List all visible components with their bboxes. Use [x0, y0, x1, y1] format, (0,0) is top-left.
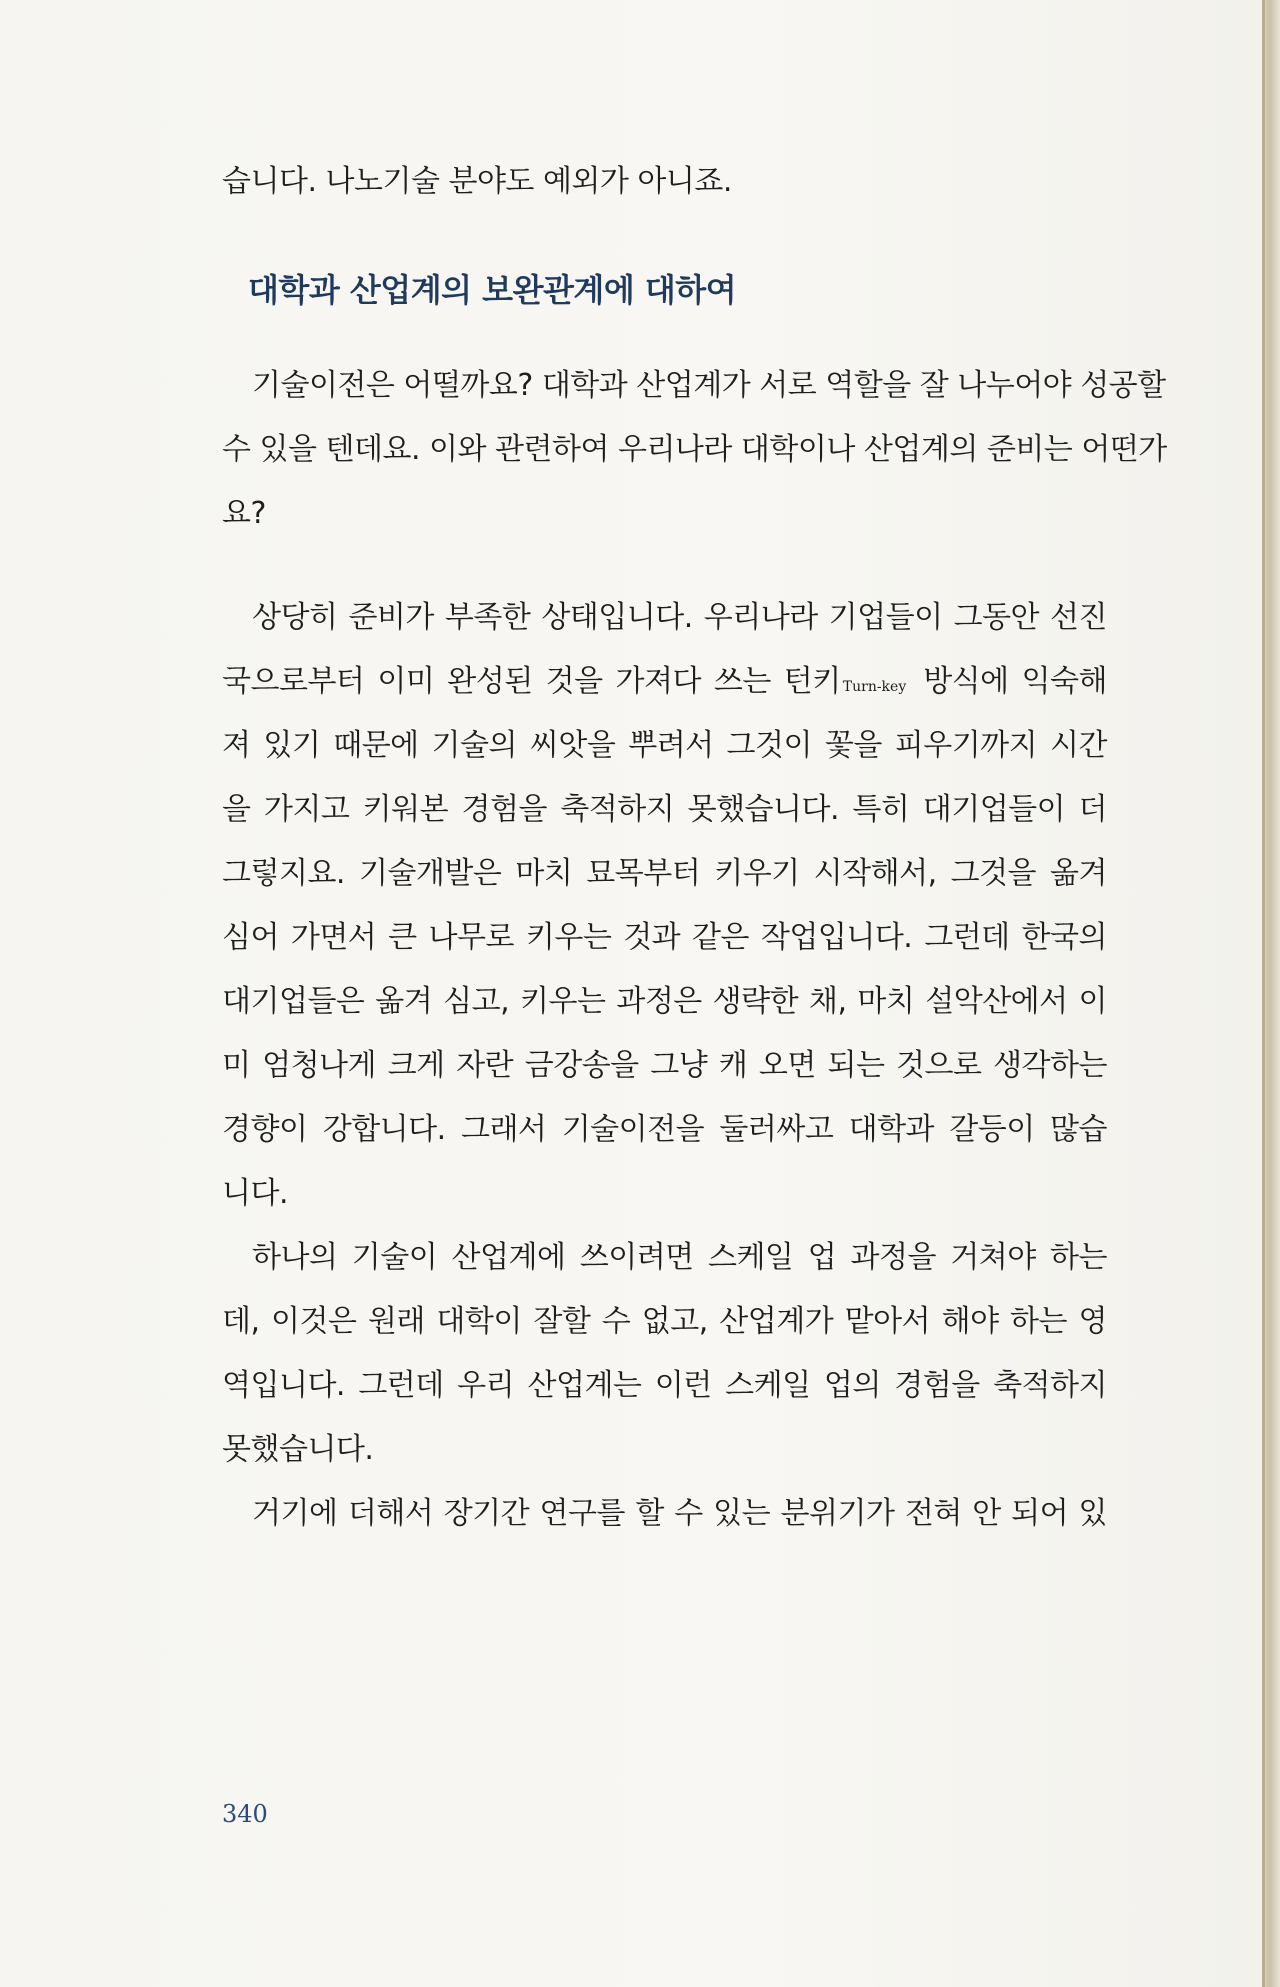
answer-1-line-7: 대기업들은 옮겨 심고, 키우는 과정은 생략한 채, 마치 설악산에서 이 [222, 984, 1107, 1019]
answer-1-line-8: 미 엄청나게 크게 자란 금강송을 그냥 캐 오면 되는 것으로 생각하는 [222, 1048, 1107, 1083]
answer-1-line-5: 그렇지요. 기술개발은 마치 묘목부터 키우기 시작해서, 그것을 옮겨 [222, 856, 1107, 891]
interview-question [222, 354, 1167, 546]
answer-2-line-4: 못했습니다. [222, 1432, 374, 1467]
answer-1-line-9: 경향이 강합니다. 그래서 기술이전을 둘러싸고 대학과 갈등이 많습 [222, 1112, 1107, 1147]
answer-2-line-3: 역입니다. 그런데 우리 산업계는 이런 스케일 업의 경험을 축적하지 [222, 1368, 1107, 1403]
intro-line: 습니다. 나노기술 분야도 예외가 아니죠. [222, 164, 732, 199]
question-line-3: 요? [222, 496, 266, 531]
answer-1-line-1: 상당히 준비가 부족한 상태입니다. 우리나라 기업들이 그동안 선진 [252, 600, 1107, 635]
answer-1-line-10: 니다. [222, 1176, 288, 1211]
answer-paragraph-2 [222, 1226, 1107, 1482]
answer-1-line-2 [222, 650, 1107, 714]
page-body [222, 150, 1167, 1546]
page-edge [1262, 0, 1280, 1987]
answer-1-line-4: 을 가지고 키워본 경험을 축적하지 못했습니다. 특히 대기업들이 더 [222, 792, 1107, 827]
section-heading: 대학과 산업계의 보완관계에 대하여 [248, 271, 737, 309]
answer-3-line-1: 거기에 더해서 장기간 연구를 할 수 있는 분위기가 전혀 안 되어 있 [252, 1496, 1107, 1531]
answer-2-line-1: 하나의 기술이 산업계에 쓰이려면 스케일 업 과정을 거쳐야 하는 [252, 1240, 1107, 1275]
answer-paragraph-3 [222, 1482, 1107, 1546]
answer-1-line-2-text-a: 국으로부터 이미 완성된 것을 가져다 쓰는 턴키 [222, 664, 841, 699]
page-number: 340 [222, 1800, 268, 1828]
answer-1-line-6: 심어 가면서 큰 나무로 키우는 것과 같은 작업입니다. 그런데 한국의 [222, 920, 1107, 955]
question-line-2: 수 있을 텐데요. 이와 관련하여 우리나라 대학이나 산업계의 준비는 어떤가 [222, 432, 1167, 467]
turnkey-gloss: Turn-key [842, 679, 907, 695]
answer-2-line-2: 데, 이것은 원래 대학이 잘할 수 없고, 산업계가 맡아서 해야 하는 영 [222, 1304, 1107, 1339]
answer-1-line-3: 져 있기 때문에 기술의 씨앗을 뿌려서 그것이 꽃을 피우기까지 시간 [222, 728, 1107, 763]
answer-1-line-2-text-b: 방식에 익숙해 [910, 664, 1108, 699]
question-line-1: 기술이전은 어떨까요? 대학과 산업계가 서로 역할을 잘 나누어야 성공할 [252, 368, 1166, 403]
answer-paragraph-1 [222, 586, 1107, 1226]
